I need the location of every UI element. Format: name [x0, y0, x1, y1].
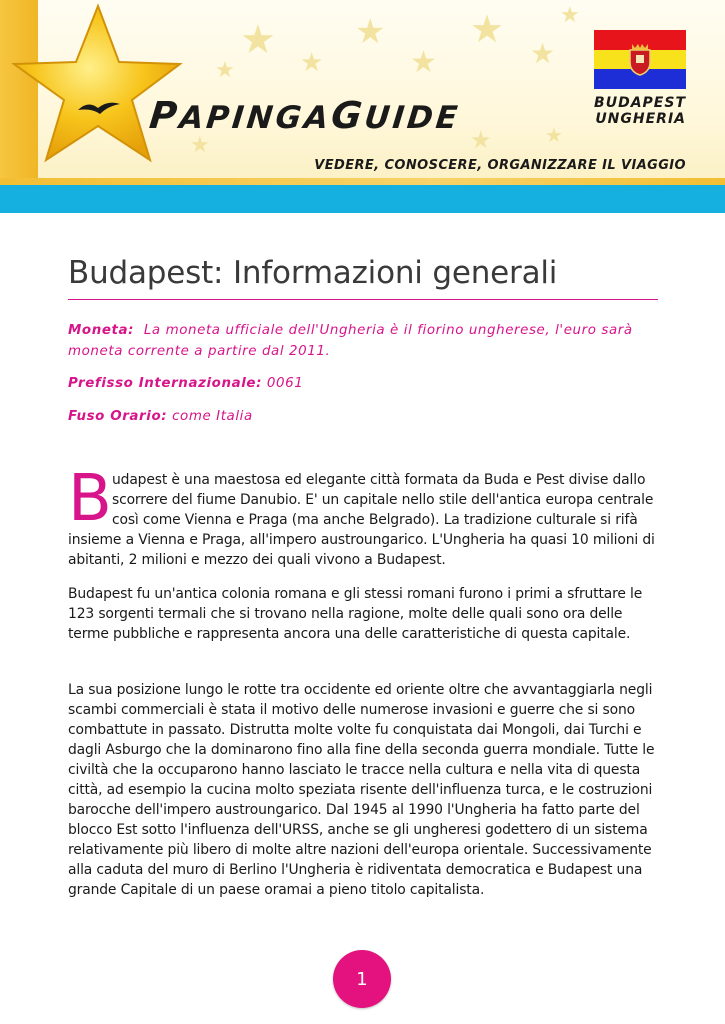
info-label: Moneta:	[68, 323, 135, 338]
background-star-icon: ★	[470, 126, 492, 154]
coat-of-arms-icon	[627, 42, 653, 76]
background-star-icon: ★	[470, 7, 505, 51]
info-value: come Italia	[172, 409, 253, 424]
info-timezone	[68, 406, 658, 427]
title-divider	[68, 299, 658, 300]
background-star-icon: ★	[410, 45, 437, 80]
background-star-icon: ★	[215, 58, 235, 83]
info-value: La moneta ufficiale dell'Ungheria è il fiorino ungherese, l'euro sarà moneta corrente a partire dal 2011.	[68, 323, 633, 359]
background-star-icon: ★	[300, 48, 324, 78]
body-paragraph: Budapest fu un'antica colonia romana e gli stessi romani furono i primi a sfruttare le 123 sorgenti termali che si trovano nella ragione, molte delle quali sono ora delle terme pubbliche e rappresenta ancora una delle caratteristiche di questa capitale.	[68, 586, 643, 642]
page-number-badge: 1	[333, 950, 391, 1008]
info-currency	[68, 320, 658, 362]
budapest-flag	[594, 30, 686, 89]
banner-bottom-strip	[0, 178, 725, 185]
background-star-icon: ★	[190, 133, 210, 158]
destination-label: BUDAPEST UNGHERIA	[594, 95, 686, 127]
drop-cap: B	[68, 462, 112, 536]
info-phone-prefix	[68, 373, 658, 394]
background-star-icon: ★	[560, 3, 580, 28]
star-logo-icon	[6, 0, 188, 172]
paragraph-text: udapest è una maestosa ed elegante città formata da Buda e Pest divise dallo scorrere del fiume Danubio. E' un capitale nello stile dell'antica europa centrale così come Vienna e Praga (ma anche Belgrado). La tradizione culturale si rifà insieme a Vienna e Praga, all'impero austroungarico. L'Ungheria ha quasi 10 milioni di abitanti, 2 milioni e mezzo dei quali vivono a Budapest.	[68, 472, 655, 568]
background-star-icon: ★	[545, 123, 563, 147]
page-title: Budapest: Informazioni generali	[68, 255, 558, 291]
info-label: Prefisso Internazionale:	[68, 376, 263, 391]
background-star-icon: ★	[240, 17, 276, 63]
header-banner	[0, 0, 725, 185]
info-label: Fuso Orario:	[68, 409, 168, 424]
background-star-icon: ★	[355, 12, 386, 52]
banner-tagline: VEDERE, CONOSCERE, ORGANIZZARE IL VIAGGIO	[314, 158, 686, 173]
body-paragraph: La sua posizione lungo le rotte tra occidente ed oriente oltre che avvantaggiarla negli scambi commerciali è stata il motivo delle numerose invasioni e guerre che si sono combattute in passato. Distrutta molte volte fu conquistata dai Mongoli, dai Turchi e dagli Asburgo che la dominarono fino alla fine della seconda guerra mondiale. Tutte le civiltà che la occuparono hanno lasciato le tracce nella cultura e nella vita di questa città, ad esempio la cucina molto speziata risente dell'influenza turca, e le costruzioni barocche dell'impero austroungarico. Dal 1945 al 1990 l'Ungheria ha fatto parte del blocco Est sotto l'influenza dell'URSS, anche se gli ungheresi godettero di un sistema relativamente più libero di molte altre nazioni dell'europa orientale. Successivamente alla caduta del muro di Berlino l'Ungheria è ridiventata democratica e Budapest una grande Capitale di un paese oramai a pieno titolo capitalista.	[68, 682, 655, 898]
brand-logotype: PAPINGAGUIDE	[147, 94, 463, 137]
info-value: 0061	[266, 376, 304, 391]
body-paragraph	[68, 462, 658, 570]
background-star-icon: ★	[530, 37, 556, 70]
accent-bar	[0, 185, 725, 213]
